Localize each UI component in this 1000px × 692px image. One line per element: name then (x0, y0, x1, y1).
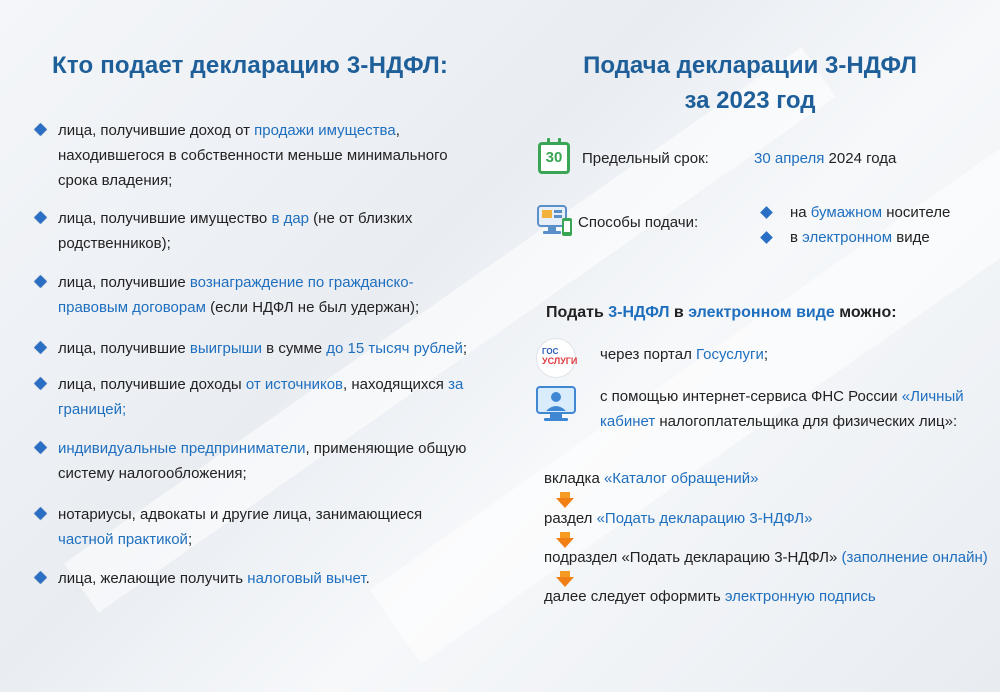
methods-label: Способы подачи: (578, 214, 699, 231)
arrow-down-icon (556, 492, 574, 508)
arrow-down-icon (556, 532, 574, 548)
gosuslugi-logo: ГОС УСЛУГИ (536, 338, 576, 378)
deadline-value: 30 апреля 2024 года (754, 150, 897, 167)
method-electronic: в электронном виде (790, 229, 930, 246)
diamond-bullet-icon (34, 377, 47, 390)
diamond-bullet-icon (34, 441, 47, 454)
arrow-down-icon (556, 571, 574, 587)
step-subsection: подраздел «Подать декларацию 3-НДФЛ» (заполнение онлайн) (544, 549, 988, 566)
diamond-bullet-icon (34, 507, 47, 520)
calendar-icon: 30 (538, 142, 570, 174)
deadline-label: Предельный срок: (582, 150, 709, 167)
diamond-bullet-icon (34, 211, 47, 224)
right-title: Подача декларации 3-НДФЛ за 2023 год (583, 52, 917, 114)
step-section: раздел «Подать декларацию 3-НДФЛ» (544, 510, 813, 527)
lk-service-text: с помощью интернет-сервиса ФНС России «Личный кабинет налогоплательщика для физических лиц»: (600, 388, 964, 430)
right-panel (500, 0, 1000, 692)
submission-devices-icon (534, 200, 574, 240)
left-title: Кто подает декларацию 3-НДФЛ: (52, 52, 449, 79)
diamond-bullet-icon (34, 275, 47, 288)
method-paper: на бумажном носителе (790, 204, 951, 221)
diamond-bullet-icon (760, 206, 773, 219)
left-panel: Кто подает декларацию 3-НДФЛ: лица, получившие доход от продажи имущества, находившегося в собственности меньше минимального срока владения; лица, получившие имущество в дар (не от близких родственников); лица, получившие вознаграждение по гражданско-правовым договорам (если НДФЛ не был удержан); лица, получившие выигрыши в сумме до 15 тысяч рублей; лица, получившие доходы от источников, находящихся за границей; индивидуальные предприниматели, применяющие общую систему налогообложения; нотариусы, адвокаты и другие лица, занимающиеся частной практикой; лица, желающие получить налоговый вычет. (0, 0, 500, 692)
computer-user-icon (534, 384, 578, 424)
step-catalog: вкладка «Каталог обращений» (544, 470, 759, 487)
diamond-bullet-icon (34, 123, 47, 136)
diamond-bullet-icon (34, 571, 47, 584)
diamond-bullet-icon (34, 341, 47, 354)
electronic-heading: Подать 3-НДФЛ в электронном виде можно: (546, 304, 897, 321)
diamond-bullet-icon (760, 231, 773, 244)
step-signature: далее следует оформить электронную подпись (544, 588, 876, 605)
portal-text: через портал Госуслуги; (600, 346, 769, 363)
